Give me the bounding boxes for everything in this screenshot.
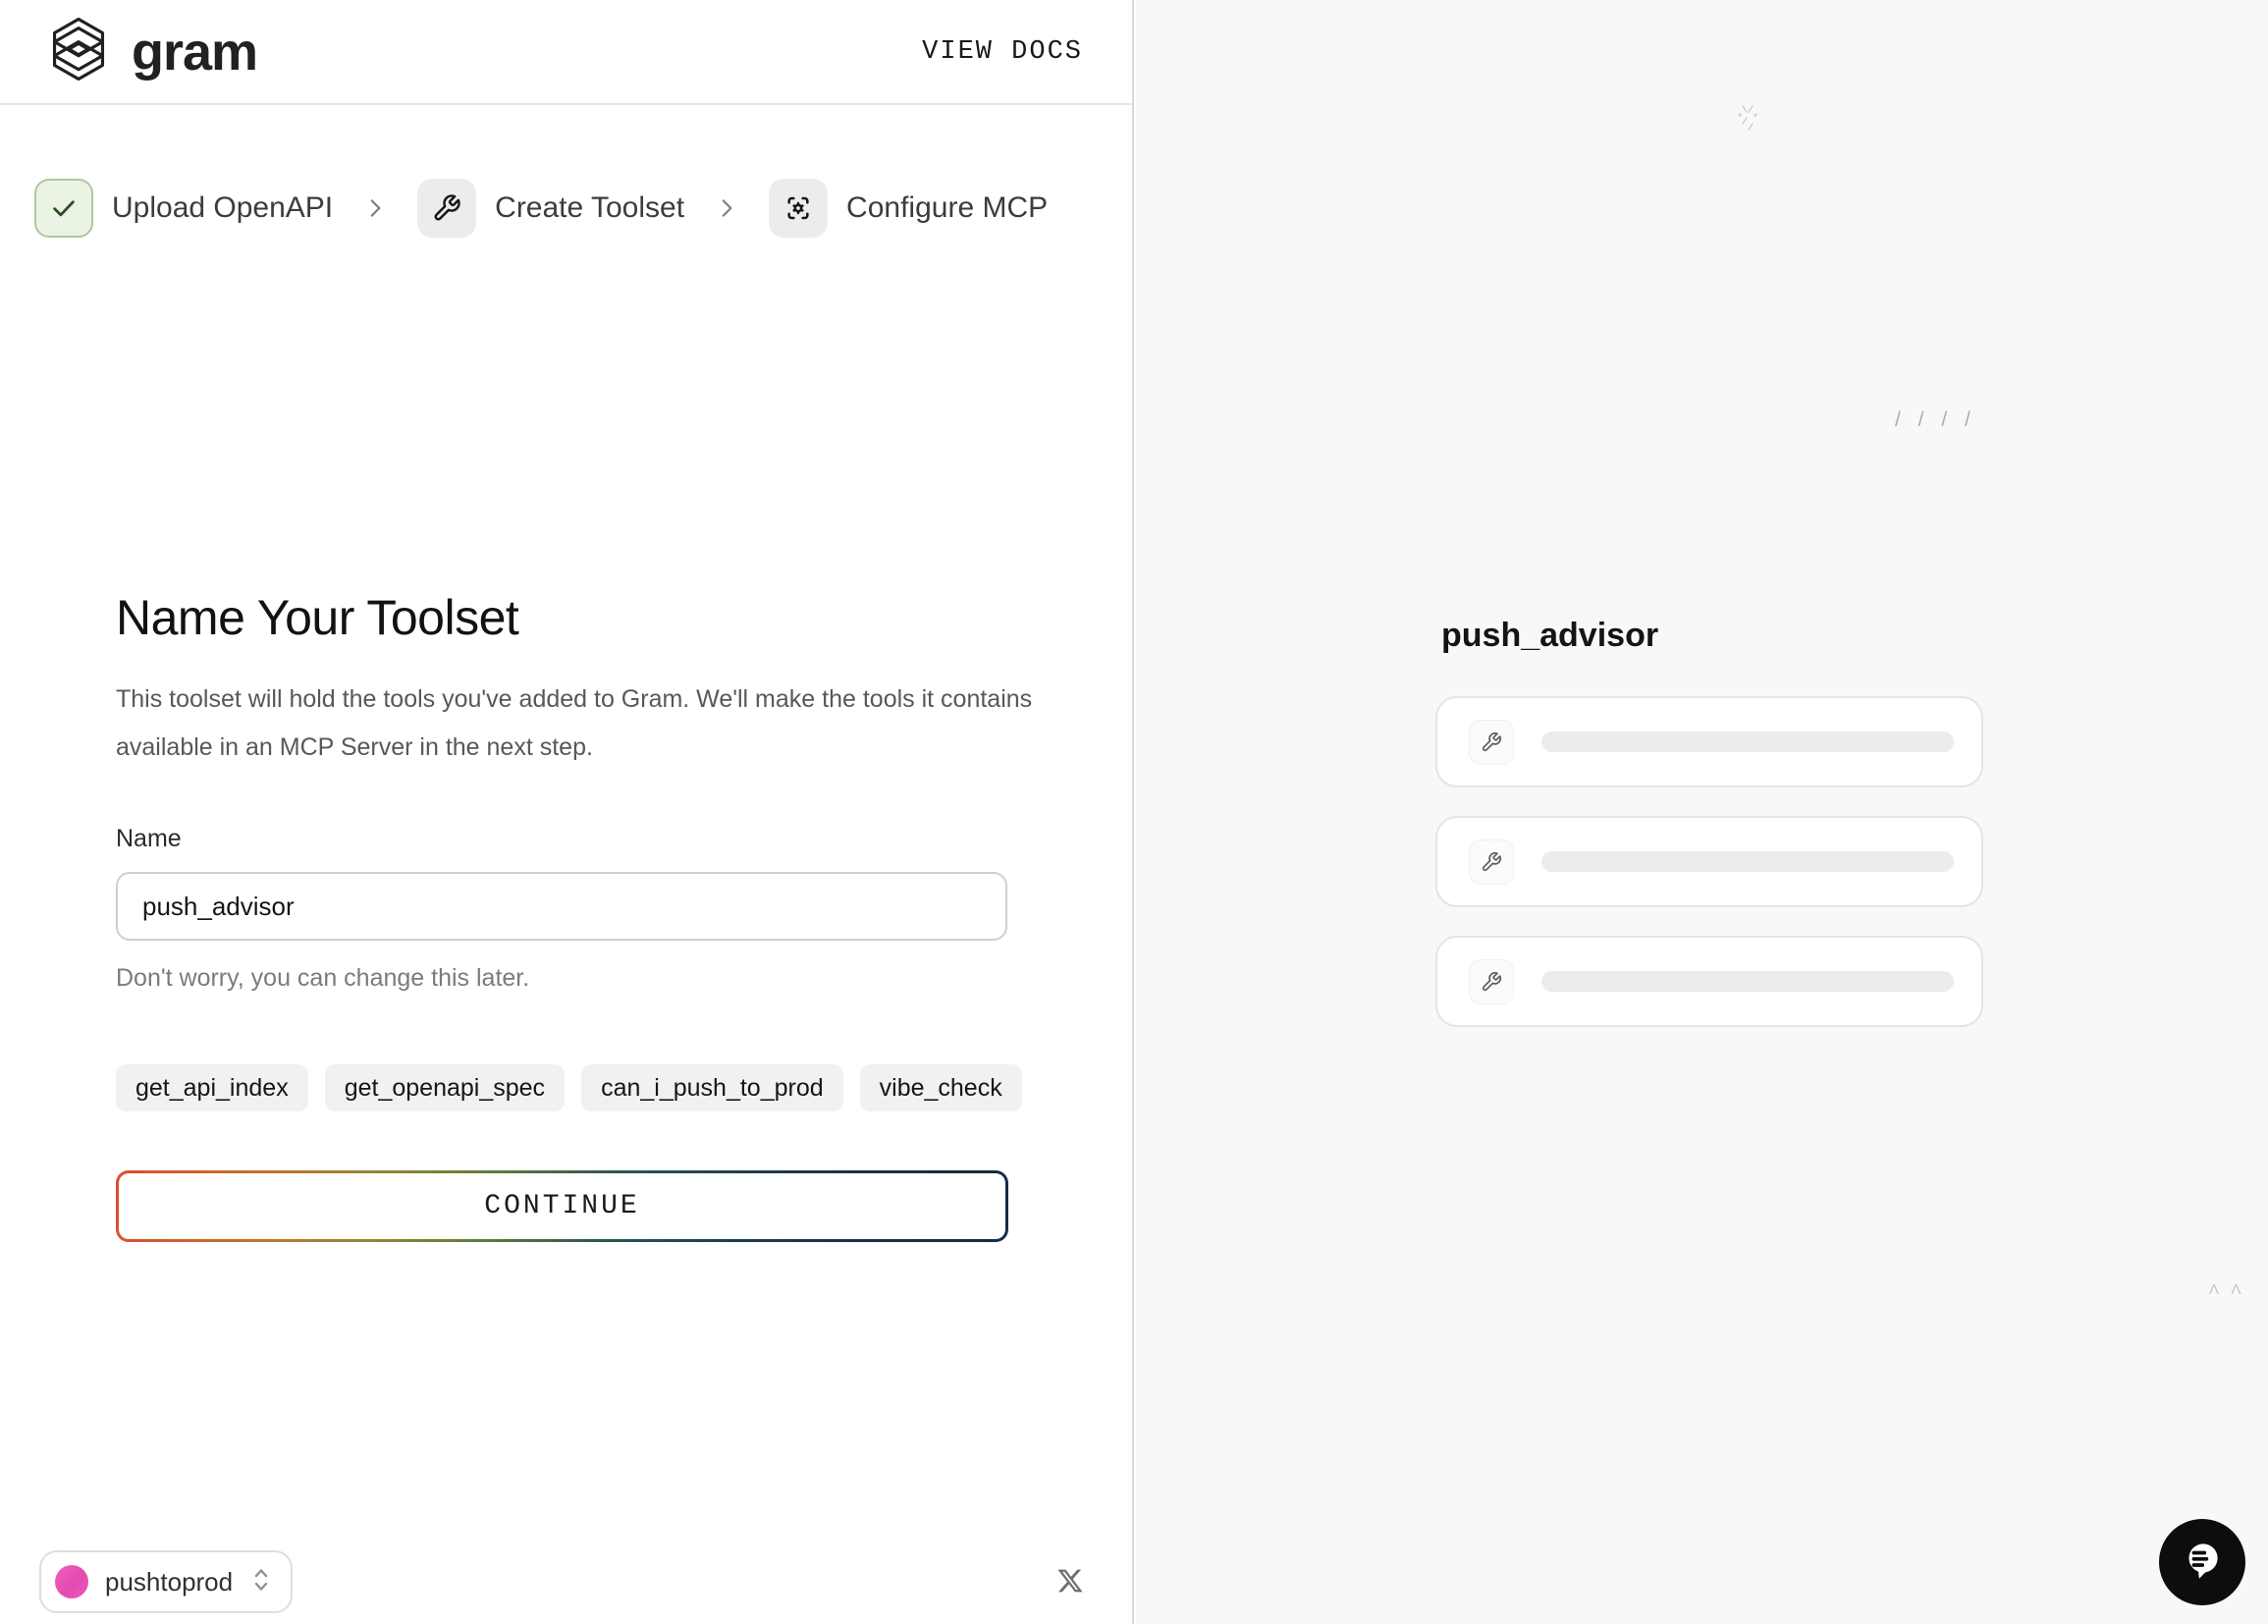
- carets-doodle: Λ Λ: [2209, 1281, 2246, 1298]
- skeleton-text-bar: [1541, 971, 1954, 992]
- sparkle-doodle: [1733, 98, 1762, 136]
- skeleton-text-bar: [1541, 731, 1954, 752]
- step-upload-openapi[interactable]: [34, 179, 333, 238]
- tool-card-list: [1435, 696, 1983, 1027]
- tool-card-skeleton: [1435, 816, 1983, 907]
- project-name: pushtoprod: [105, 1566, 234, 1597]
- wrench-icon: [417, 179, 476, 238]
- step-label: Upload OpenAPI: [112, 191, 334, 224]
- onboarding-stepper: [34, 179, 1048, 238]
- continue-button[interactable]: [116, 1170, 1008, 1242]
- view-docs-link[interactable]: VIEW DOCS: [922, 36, 1083, 67]
- toolset-preview-title: push_advisor: [1441, 617, 1659, 654]
- chevron-up-down-icon: [249, 1566, 273, 1598]
- brand-logo[interactable]: [49, 17, 257, 86]
- tool-tag: can_i_push_to_prod: [581, 1064, 843, 1111]
- step-label: Create Toolset: [495, 191, 685, 224]
- page-description: This toolset will hold the tools you've added to Gram. We'll make the tools it contains available in an MCP Server in the next step.: [116, 685, 1033, 761]
- check-icon: [34, 179, 93, 238]
- top-bar: [0, 0, 1132, 105]
- step-create-toolset[interactable]: [417, 179, 684, 238]
- preview-panel: [1136, 0, 2268, 1624]
- chevron-right-icon: [714, 195, 739, 221]
- wrench-icon: [1469, 959, 1514, 1004]
- tool-card-skeleton: [1435, 936, 1983, 1027]
- skeleton-text-bar: [1541, 851, 1954, 872]
- toolset-name-input[interactable]: [116, 872, 1007, 941]
- name-field-label: Name: [116, 825, 182, 852]
- step-label: Configure MCP: [846, 191, 1049, 224]
- chat-bubble-icon: [2178, 1536, 2227, 1590]
- continue-button-label: CONTINUE: [119, 1173, 1005, 1239]
- tool-tag: vibe_check: [860, 1064, 1022, 1111]
- project-avatar: [55, 1565, 88, 1598]
- slashes-doodle: / / / /: [1895, 408, 1976, 431]
- tool-tag: get_api_index: [116, 1064, 308, 1111]
- chat-support-button[interactable]: [2159, 1519, 2245, 1605]
- gram-logo-icon: [49, 17, 108, 86]
- tool-card-skeleton: [1435, 696, 1983, 787]
- page-title: Name Your Toolset: [116, 590, 519, 645]
- wrench-icon: [1469, 839, 1514, 885]
- x-logo[interactable]: [1056, 1567, 1084, 1595]
- step-configure-mcp[interactable]: [769, 179, 1048, 238]
- chevron-right-icon: [362, 195, 388, 221]
- wrench-icon: [1469, 720, 1514, 765]
- tool-tag: get_openapi_spec: [325, 1064, 565, 1111]
- name-helper-text: Don't worry, you can change this later.: [116, 964, 530, 992]
- mcp-server-icon: [769, 179, 828, 238]
- tool-tag-list: [116, 1064, 1022, 1111]
- brand-name: gram: [132, 22, 258, 81]
- project-switcher[interactable]: [39, 1550, 293, 1613]
